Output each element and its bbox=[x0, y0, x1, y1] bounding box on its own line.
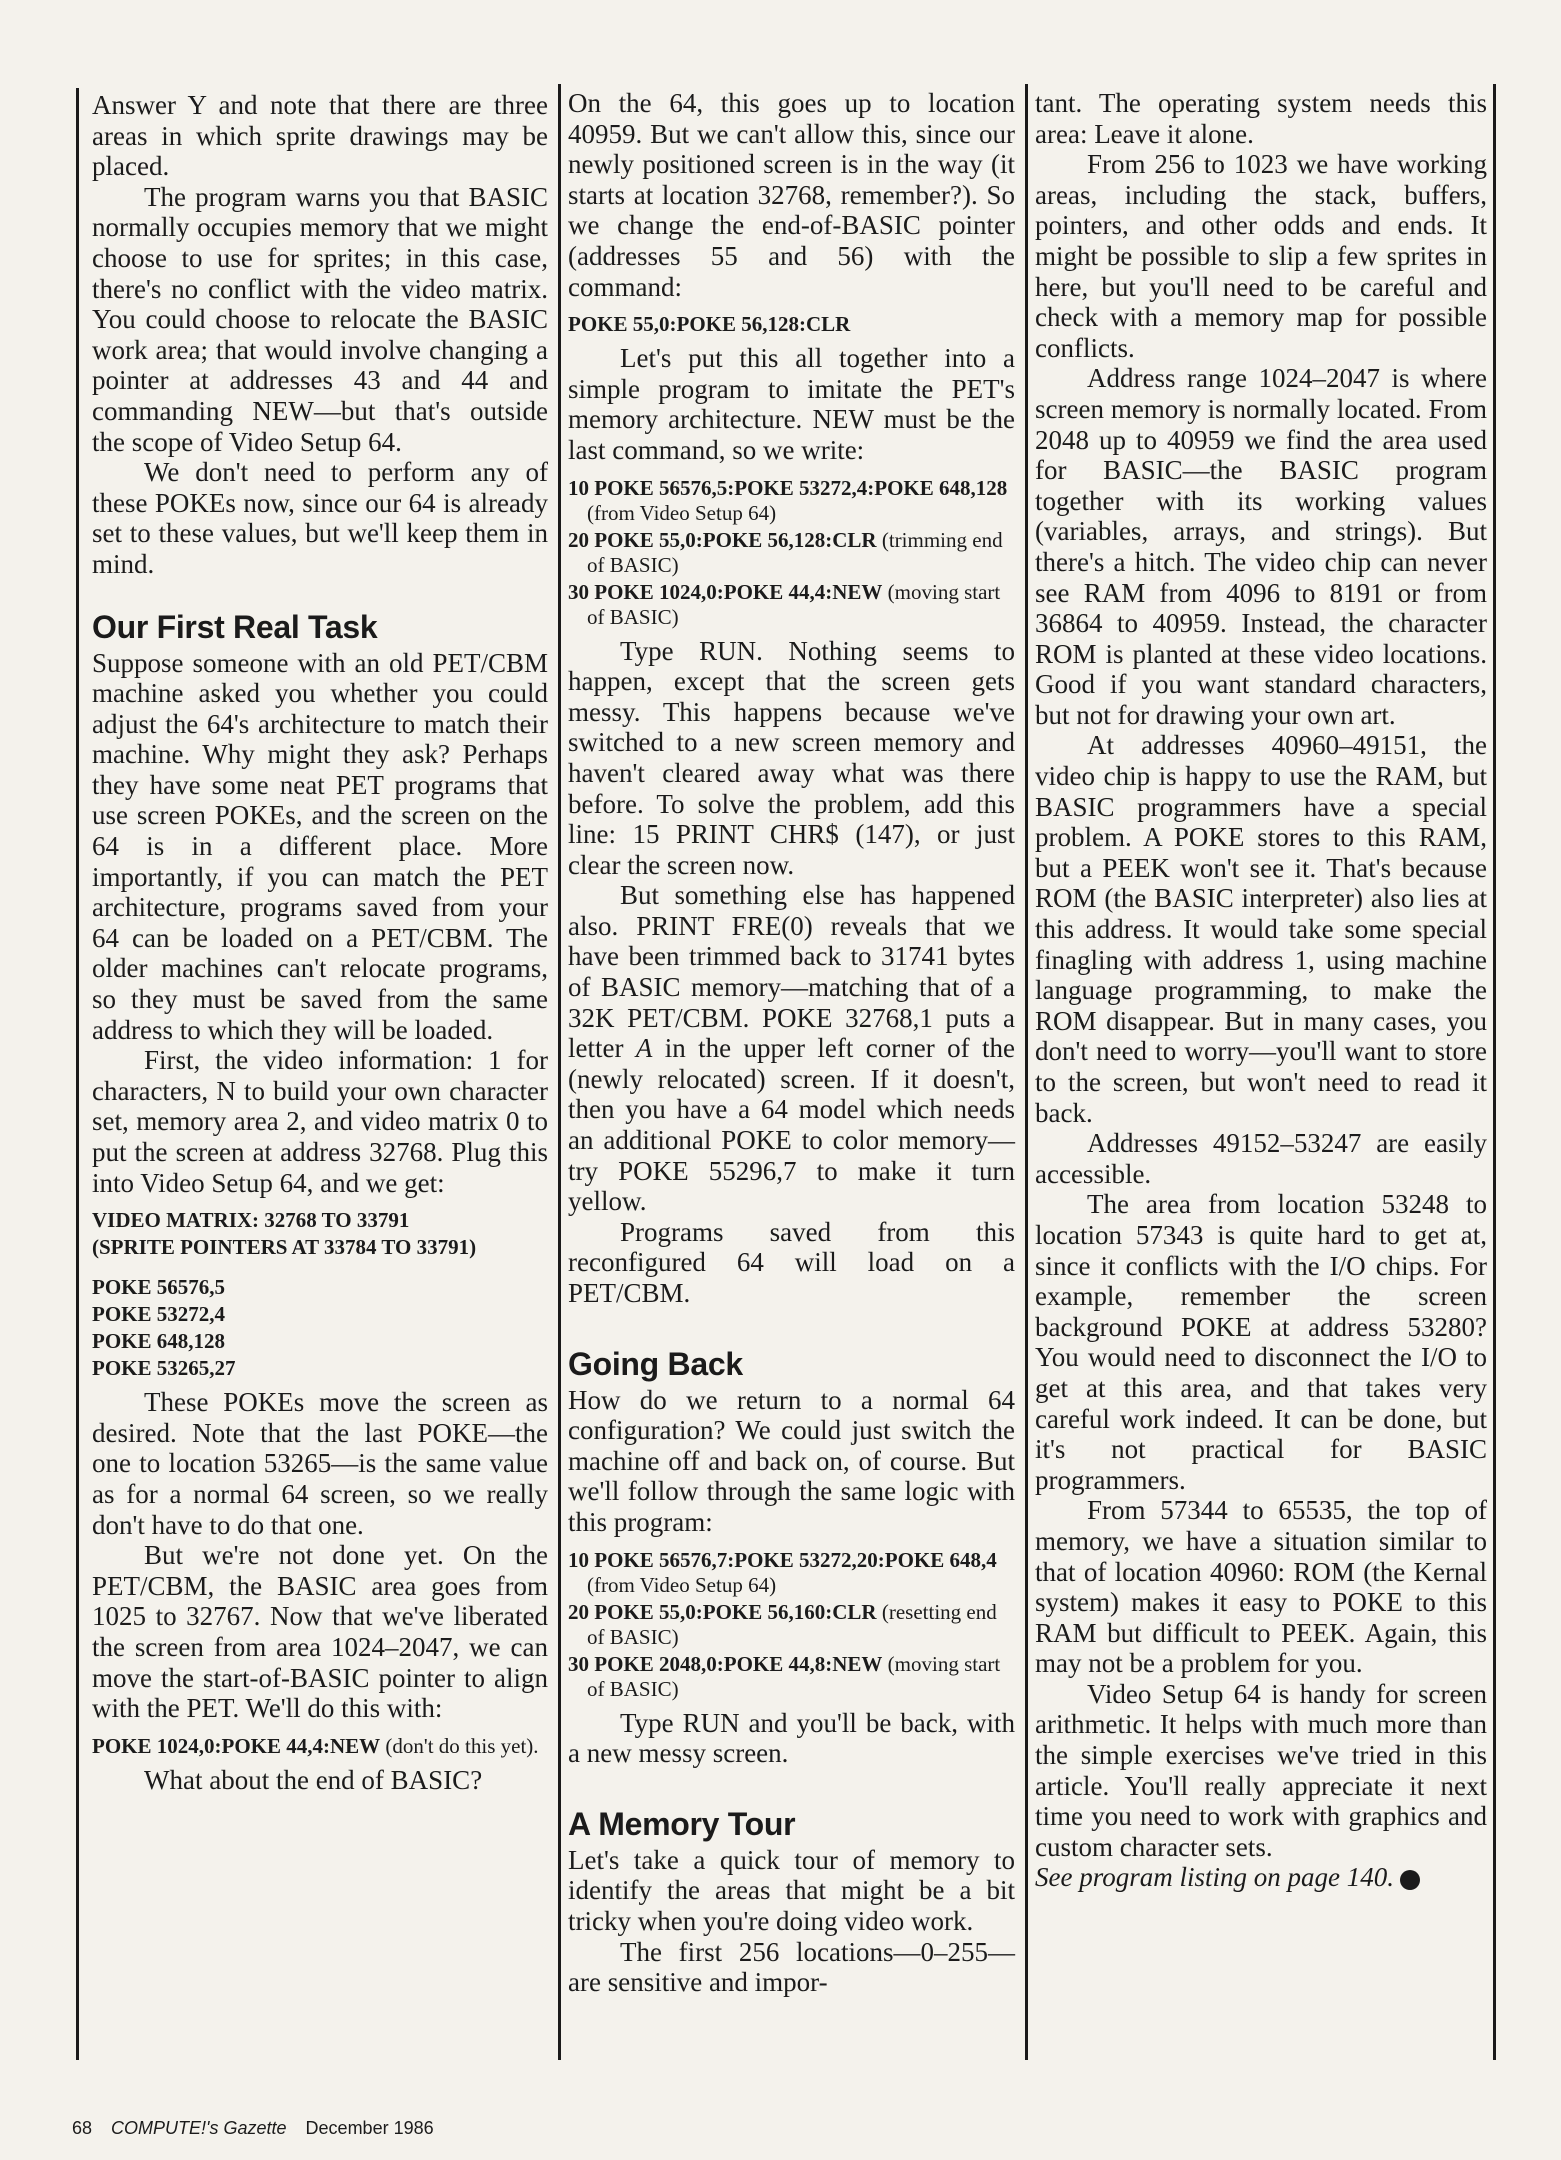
column-1 bbox=[92, 90, 548, 1795]
code-line: 20 POKE 55,0:POKE 56,160:CLR (resetting end of BASIC) bbox=[568, 1599, 997, 1649]
paragraph: Video Setup 64 is handy for screen arithmetic. It helps with much more than the simple exercises we've tried in this article. You'll really appreciate it next time you need to work with graphics and custom character sets. bbox=[1035, 1678, 1487, 1862]
paragraph: Type RUN. Nothing seems to happen, except that the screen gets messy. This happens because we've switched to a new screen memory and haven't cleared away what was there before. To solve the problem, add this line: 15 PRINT CHR$ (147), or just clear the screen now. bbox=[568, 635, 1015, 880]
code-line: POKE 56576,5 bbox=[92, 1275, 226, 1300]
paragraph: But something else has happened also. PRINT FRE(0) reveals that we have been trimmed back to 31741 bytes of BASIC memory—matching that of a 32K PET/CBM. POKE 32768,1 puts a letter A in the upper left corner of the (newly relocated) screen. If it doesn't, then you have a 64 model which needs an additional POKE to color memory—try POKE 55296,7 to make it turn yellow. bbox=[568, 880, 1015, 1217]
section-heading-first-task: Our First Real Task bbox=[92, 608, 378, 645]
code-block-end-basic bbox=[568, 312, 1015, 337]
paragraph: The first 256 locations—0–255—are sensitive and impor- bbox=[568, 1936, 1015, 1998]
code-line: 30 POKE 1024,0:POKE 44,4:NEW (moving start of BASIC) bbox=[568, 579, 1001, 629]
section-heading-going-back: Going Back bbox=[568, 1345, 743, 1382]
signoff bbox=[1035, 1862, 1487, 1893]
paragraph: The program warns you that BASIC normally occupies memory that we might choose to use for sprites; in this case, there's no conflict with the video matrix. You could choose to relocate the BASIC work area; that would involve changing a pointer at addresses 43 and 44 and commanding NEW—but that's outside the scope of Video Setup 64. bbox=[92, 181, 548, 457]
code-line: (SPRITE POINTERS AT 33784 TO 33791) bbox=[92, 1235, 477, 1260]
paragraph: tant. The operating system needs this area: Leave it alone. bbox=[1035, 88, 1487, 149]
paragraph: Suppose someone with an old PET/CBM machine asked you whether you could adjust the 64's architecture to match their machine. Why might they ask? Perhaps they have some neat PET programs that use screen POKEs, and the screen on the 64 is in a different place. More importantly, if you can match the PET architecture, programs saved from your 64 can be loaded on a PET/CBM. The older machines can't relocate programs, so they must be saved from the same address to which they will be loaded. bbox=[92, 647, 548, 1045]
code-line: 10 POKE 56576,7:POKE 53272,20:POKE 648,4 (from Video Setup 64) bbox=[568, 1547, 997, 1597]
paragraph: What about the end of BASIC? bbox=[144, 1764, 483, 1795]
paragraph: First, the video information: 1 for characters, N to build your own character set, memory area 2, and video matrix 0 to put the screen at address 32768. Plug this into Video Setup 64, and we get: bbox=[92, 1045, 548, 1198]
code-line: POKE 53265,27 bbox=[92, 1356, 236, 1381]
code-line: POKE 648,128 bbox=[92, 1329, 226, 1354]
column-rule-right bbox=[1493, 84, 1496, 2060]
code-line: POKE 53272,4 bbox=[92, 1302, 226, 1327]
paragraph: Type RUN and you'll be back, with a new messy screen. bbox=[568, 1707, 1015, 1769]
code-line: 30 POKE 2048,0:POKE 44,8:NEW (moving start of BASIC) bbox=[568, 1651, 1001, 1701]
code-line: 20 POKE 55,0:POKE 56,128:CLR (trimming end of BASIC) bbox=[568, 527, 1003, 577]
page-footer bbox=[72, 2118, 448, 2139]
column-rule-1-2 bbox=[558, 84, 561, 2060]
paragraph: These POKEs move the screen as desired. Note that the last POKE—the one to location 53265—is the same value as for a normal 64 screen, so we really don't have to do that one. bbox=[92, 1387, 548, 1540]
paragraph: How do we return to a normal 64 configuration? We could just switch the machine off and back on, of course. But we'll follow through the same logic with this program: bbox=[568, 1384, 1015, 1537]
column-rule-left bbox=[76, 88, 79, 2060]
program-listing-restore bbox=[568, 1548, 1015, 1702]
paragraph: Address range 1024–2047 is where screen memory is normally located. From 2048 up to 40959 we find the area used for BASIC—the BASIC program together with its working values (variables, arrays, and strings). But there's a hitch. The video chip can never see RAM from 4096 to 8191 or from 36864 to 40959. Instead, the character ROM is planted at these video locations. Good if you want standard characters, but not for drawing your own art. bbox=[1035, 363, 1487, 730]
code-block-video-matrix bbox=[92, 1208, 548, 1381]
paragraph: The area from location 53248 to location 57343 is quite hard to get at, since it conflicts with the I/O chips. For example, remember the screen background POKE at address 53280? You would need to disconnect the I/O to get at this area, and that takes very careful work indeed. It can be done, but it's not practical for BASIC programmers. bbox=[1035, 1189, 1487, 1495]
column-rule-2-3 bbox=[1025, 84, 1028, 2060]
paragraph: We don't need to perform any of these POKEs now, since our 64 is already set to these values, but we'll keep them in mind. bbox=[92, 457, 548, 579]
column-2 bbox=[568, 88, 1015, 1998]
paragraph: Answer Y and note that there are three areas in which sprite drawings may be placed. bbox=[92, 90, 548, 182]
code-line: VIDEO MATRIX: 32768 TO 33791 bbox=[92, 1208, 410, 1233]
publication-name: COMPUTE!'s Gazette bbox=[111, 2118, 287, 2138]
paragraph: Let's put this all together into a simple program to imitate the PET's memory architecture. NEW must be the last command, so we write: bbox=[568, 343, 1015, 465]
paragraph: Programs saved from this reconfigured 64 will load on a PET/CBM. bbox=[568, 1216, 1015, 1308]
program-listing-pet bbox=[568, 476, 1015, 630]
code-block-start-basic bbox=[92, 1734, 548, 1759]
column-3 bbox=[1035, 88, 1487, 1893]
code-line: 10 POKE 56576,5:POKE 53272,4:POKE 648,128 (from Video Setup 64) bbox=[568, 475, 1008, 525]
section-heading-memory-tour: A Memory Tour bbox=[568, 1805, 796, 1842]
paragraph: On the 64, this goes up to location 40959. But we can't allow this, since our newly positioned screen is in the way (it starts at location 32768, remember?). So we change the end-of-BASIC pointer (addresses 55 and 56) with the command: bbox=[568, 88, 1015, 302]
issue-date: December 1986 bbox=[305, 2118, 434, 2138]
code-line: POKE 55,0:POKE 56,128:CLR bbox=[568, 312, 851, 337]
paragraph: From 256 to 1023 we have working areas, including the stack, buffers, pointers, and other odds and ends. It might be possible to slip a few sprites in here, but you'll need to be careful and check with a memory map for possible conflicts. bbox=[1035, 149, 1487, 363]
paragraph: But we're not done yet. On the PET/CBM, the BASIC area goes from 1025 to 32767. Now that we've liberated the screen from area 1024–2047, we can move the start-of-BASIC pointer to align with the PET. We'll do this with: bbox=[92, 1540, 548, 1724]
code-line: POKE 1024,0:POKE 44,4:NEW (don't do this yet). bbox=[92, 1733, 539, 1758]
program-listing-reference: See program listing on page 140. bbox=[1035, 1862, 1394, 1893]
paragraph: Addresses 49152–53247 are easily accessible. bbox=[1035, 1128, 1487, 1189]
paragraph: At addresses 40960–49151, the video chip is happy to use the RAM, but BASIC programmers have a special problem. A POKE stores to this RAM, but a PEEK won't see it. That's because ROM (the BASIC interpreter) also lies at this address. It would take some special finagling with address 1, using machine language programming, to make the ROM disappear. But in many cases, you don't need to worry—you'll want to store to the screen, but won't need to read it back. bbox=[1035, 730, 1487, 1128]
page-number: 68 bbox=[72, 2118, 93, 2138]
end-of-article-icon bbox=[1400, 1870, 1420, 1890]
paragraph: Let's take a quick tour of memory to identify the areas that might be a bit tricky when you're doing video work. bbox=[568, 1844, 1015, 1936]
paragraph: From 57344 to 65535, the top of memory, we have a situation similar to that of location 40960: ROM (the Kernal system) makes it easy to POKE to this RAM but difficult to PEEK. Again, this may not be a problem for you. bbox=[1035, 1495, 1487, 1679]
